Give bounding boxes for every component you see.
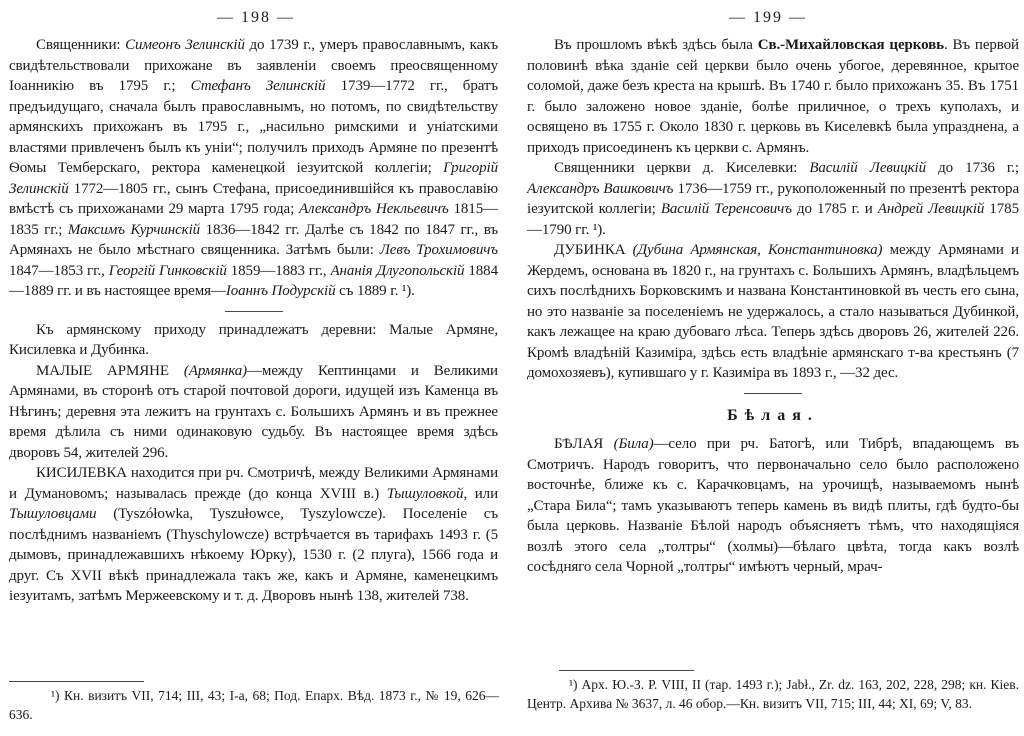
section-heading: Бѣлая. [727,406,819,424]
italic-text-run: Григорій Зелинскій [9,160,498,197]
text-run: , или [463,485,498,502]
paragraph [9,35,498,302]
italic-text-run: Максимъ Курчинскій [67,221,201,238]
text-run: 1815—1835 гг.; [9,201,499,238]
italic-text-run: (Дубина Армянская, Константиновка) [632,242,883,258]
text-run: ДУБИНКА [554,242,633,258]
text-run: Священники: [36,37,126,53]
footnote [9,681,499,724]
italic-text-run: Стефанъ Зелинскій [190,78,326,94]
paragraph [527,240,1019,384]
italic-text-run: Александръ Вашковичъ [527,180,674,197]
page-content [9,35,498,607]
footnote-rule [559,670,694,671]
page-number: — 199 — [729,9,807,26]
italic-text-run: Василій Теренсовичъ [660,201,792,217]
paragraph [9,320,498,361]
italic-text-run: Василій Левицкій [809,160,926,176]
italic-text-run: Тышуловцами [9,506,97,522]
text-run: МАЛЫЕ АРМЯНЕ [36,362,184,379]
italic-text-run: Александръ Некльевичъ [298,201,449,217]
text-run: между Армянами и Жердемъ, основана въ 1820 г., на грунтахъ с. Большихъ Армянъ, владѣльцемъ сихъ послѣднихъ Борковскимъ и названа Константиновкой въ честь его сына, но это названіе за поселеніемъ не удержалось, а стало называться Дубинкой, какъ лежащее на краю дубоваго лѣса. Теперь здѣсь дворовъ 26, жителей 226. Кромѣ владѣній Казиміра, здѣсь есть владѣніе армянскаго т-ва крестьянъ (7 домохозяевъ), купившаго у г. Казиміра въ 1893 г., —32 дес. [527,242,1019,381]
text-run: 1785—1790 гг. ¹). [527,201,1019,238]
text-run: 1884—1889 гг. и въ настоящее время— [9,262,498,299]
italic-text-run: Тышуловкой [386,485,464,502]
text-run: до 1736 г.; [925,160,1019,176]
footnote-rule [9,681,144,682]
paragraph [9,463,498,607]
italic-text-run: Ананія Длугопольскій [330,262,465,279]
text-run: ¹) Арх. Ю.-З. Р. VIII, II (тар. 1493 г.); Jabł., Zr. dz. 163, 202, 228, 298; кн. Кіев. Центр. Архива № 3637, л. 46 обор.—Кн. визитъ VII, 715; III, 44; XI, 69; V, 83. [527,677,1019,711]
page-199 [512,0,1024,736]
text-run: Священники церкви д. Киселевки: [554,160,810,176]
italic-text-run: Іоаннъ Подурскій [225,283,336,299]
text-run: 1847—1853 гг., [9,262,109,279]
text-run: (Tyszółowka, Tyszułowce, Tyszylowcze). Поселеніе съ послѣднимъ названіемъ (Thyschylowcze) встрѣчается въ тарифахъ 1493 г. (5 дымовъ, принадлежавшихъ нѣкоему Юрку), 1530 г. (2 плуга), 1566 года и друг. Съ XVII вѣкѣ принадлежала такъ же, какъ и Армяне, каменецкимъ іезуитамъ, затѣмъ Мержеевскому и т. д. Дворовъ нынѣ 138, жителей 738. [9,506,498,604]
paragraph [527,158,1019,240]
text-run: БѢЛАЯ [554,436,614,452]
paragraph [527,434,1019,578]
text-run: —село при рч. Батогѣ, или Тибрѣ, впадающемъ въ Смотричъ. Народъ говоритъ, что первоначально село было расположено восточнѣе, ближе къ с. Карачковцамъ, на урочищѣ, называемомъ нынѣ „Стара Била“; тамъ указываютъ теперь камень въ видѣ плиты, гдѣ будто-бы была церковь. Названіе Бѣлой народъ объясняетъ тѣмъ, что находящіяся возлѣ этого села „толтры“ (холмы)—бѣлаго цвѣта, тогда какъ возлѣ сосѣдняго села Чорной „толтры“ имѣютъ черный, мрач- [527,436,1019,575]
text-run: 1859—1883 гг., [226,262,331,279]
paragraph [527,35,1019,158]
section-divider [225,311,283,312]
text-run: 1736—1759 гг., рукоположенный по презентѣ ректора іезуитской коллегіи; [527,180,1019,217]
footnote-text [527,676,1019,713]
text-run: КИСИЛЕВКА находится при рч. Смотричѣ, между Великими Армянами и Думановомъ; называлась прежде (до конца XVIII в.) [9,465,498,502]
text-run: ¹) Кн. визитъ VII, 714; III, 43; I-а, 68; Под. Епарх. Вѣд. 1873 г., № 19, 626—636. [9,688,499,722]
text-run: 1739—1772 гг., братъ предъидущаго, сначала былъ православнымъ, но потомъ, по свидѣтельству армянскихъ прихожанъ въ 1795 г., „насильно римскими и уніатскими властями привлеченъ былъ къ уніи“; получилъ приходъ Армяне по презентѣ Ѳомы Темберскаго, ректора каменецкой іезуитской коллегіи; [9,78,499,176]
text-run: 1836—1842 гг. Далѣе съ 1842 по 1847 гг., въ Армянахъ не было мѣстнаго священника. Затѣмъ были: [9,221,499,258]
footnote-text [9,687,499,724]
text-run: Къ армянскому приходу принадлежатъ деревни: Малые Армяне, Кисилевка и Дубинка. [9,321,498,358]
section-divider [744,393,802,394]
italic-text-run: Георгій Гинковскій [108,262,227,279]
text-run: 1772—1805 гг., сынъ Стефана, присоединившійся къ православію вмѣстѣ съ прихожанами 29 марта 1795 года; [9,180,498,217]
text-run: съ 1889 г. ¹). [335,283,415,299]
text-run: до 1739 г., умеръ православнымъ, какъ свидѣтельствовали прихожане въ заявленіи своемъ преосвященному Іоанникію въ 1795 г.; [9,37,498,94]
page-content [527,35,1019,578]
page-number: — 198 — [217,9,295,26]
text-run: —между Кептинцами и Великими Армянами, въ сторонѣ отъ старой почтовой дороги, идущей изъ Каменца въ Нѣгинъ; деревня эта лежитъ на грунтахъ с. Большихъ Армянъ и въ прежнее время дѣлила съ ними одинаковую судьбу. Въ настоящее время здѣсь дворовъ 54, жителей 296. [9,362,498,461]
text-run: . Въ первой половинѣ вѣка зданіе сей церкви было очень убогое, деревянное, крытое соломой, даже безъ креста на крышѣ. Въ 1740 г. было прихожанъ 35. Въ 1751 г. было заложено новое зданіе, болѣе приличное, о трехъ куполахъ, и освящено въ 1755 г. Около 1830 г. церковь въ Киселевкѣ была упразднена, а приходъ присоединенъ къ церкви с. Армянъ. [527,37,1019,156]
italic-text-run: (Армянка) [183,362,248,379]
italic-text-run: Левъ Трохимовичъ [379,242,498,258]
text-run: до 1785 г. и [791,201,878,217]
italic-text-run: Андрей Левицкій [877,201,985,217]
italic-text-run: Симеонъ Зелинскій [125,37,245,53]
italic-text-run: (Била) [613,436,654,452]
text-run: Въ прошломъ вѣкѣ здѣсь была [554,37,758,53]
bold-text-run: Св.-Михайловская церковь [757,37,944,53]
footnote [527,670,1019,713]
paragraph [9,361,498,464]
